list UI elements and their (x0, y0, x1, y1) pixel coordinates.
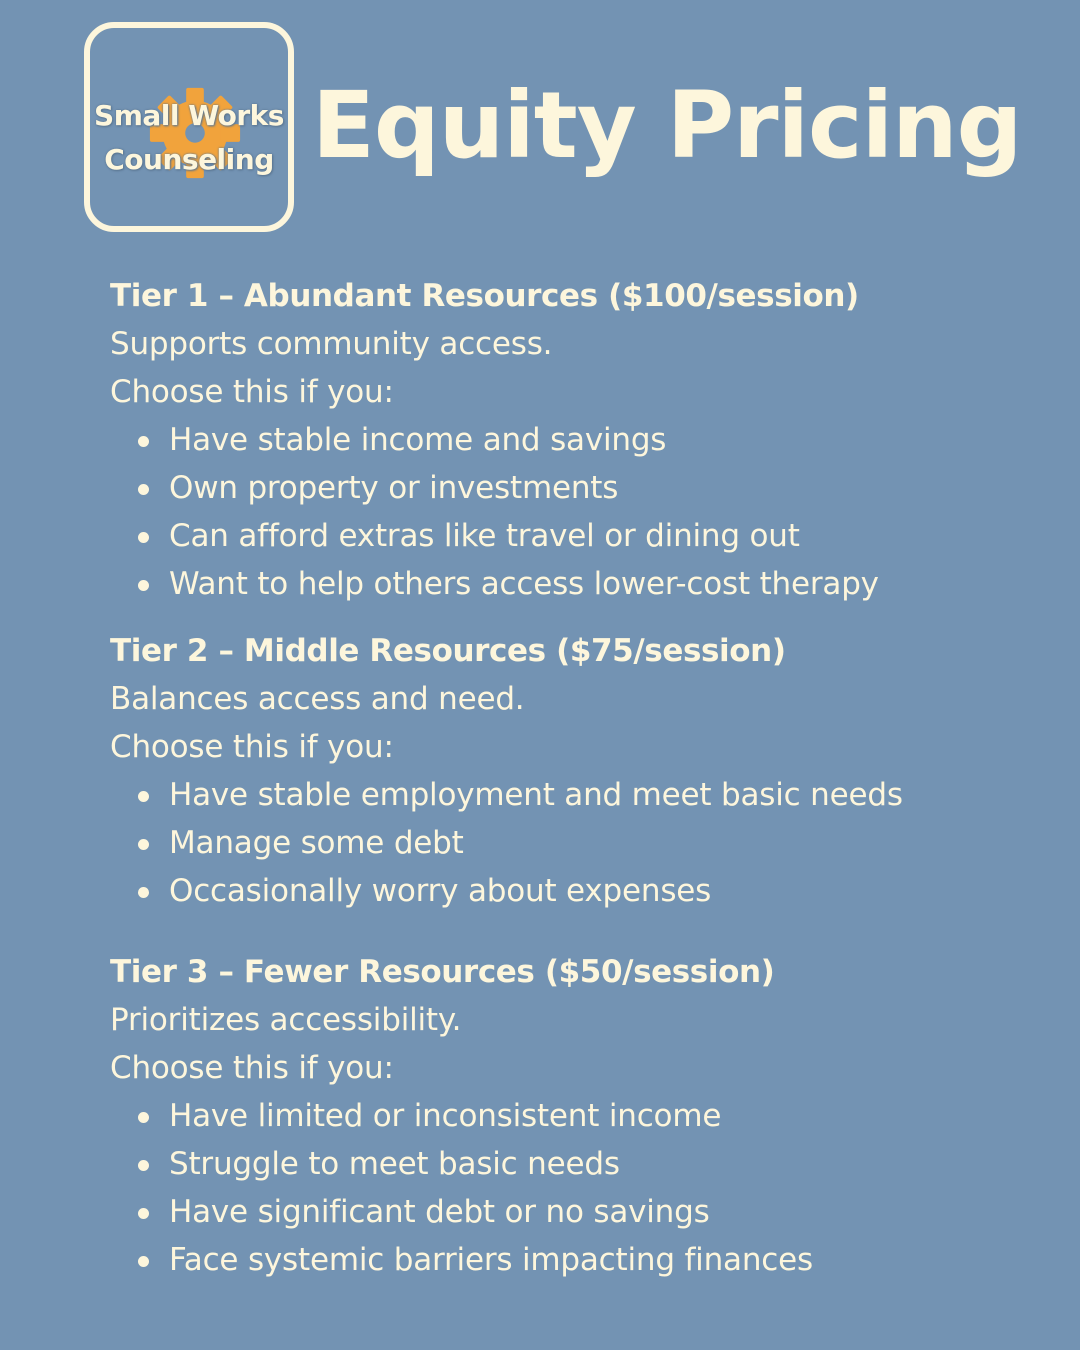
list-item-text: Have significant debt or no savings (169, 1194, 710, 1230)
bullet-icon (138, 532, 149, 543)
tier-2-summary: Balances access and need. (110, 681, 525, 717)
list-item-text: Want to help others access lower-cost therapy (169, 566, 879, 602)
list-item (110, 1188, 1050, 1236)
tier-1-summary: Supports community access. (110, 326, 553, 362)
list-item-text: Manage some debt (169, 825, 464, 861)
bullet-icon (138, 1160, 149, 1171)
list-item (110, 1140, 1050, 1188)
logo (84, 22, 294, 232)
tier-3-criteria (110, 1092, 1050, 1284)
list-item-text: Face systemic barriers impacting finances (169, 1242, 813, 1278)
tier-2 (110, 627, 1050, 915)
bullet-icon (138, 580, 149, 591)
list-item (110, 464, 1050, 512)
list-item-text: Can afford extras like travel or dining out (169, 518, 800, 554)
bullet-icon (138, 791, 149, 802)
list-item (110, 416, 1050, 464)
list-item-text: Struggle to meet basic needs (169, 1146, 620, 1182)
tier-1-criteria (110, 416, 1050, 608)
list-item (110, 771, 1050, 819)
page-title: Equity Pricing (312, 72, 1022, 179)
bullet-icon (138, 1256, 149, 1267)
list-item (110, 1092, 1050, 1140)
list-item-text: Have stable income and savings (169, 422, 667, 458)
list-item (110, 1236, 1050, 1284)
bullet-icon (138, 887, 149, 898)
list-item (110, 819, 1050, 867)
bullet-icon (138, 1208, 149, 1219)
tier-list (110, 272, 1050, 1284)
logo-line-2: Counseling (104, 143, 274, 176)
list-item-text: Have limited or inconsistent income (169, 1098, 722, 1134)
list-item (110, 512, 1050, 560)
logo-wordmark (90, 94, 288, 182)
list-item-text: Occasionally worry about expenses (169, 873, 712, 909)
list-item-text: Own property or investments (169, 470, 619, 506)
bullet-icon (138, 436, 149, 447)
tier-2-heading: Tier 2 – Middle Resources ($75/session) (110, 633, 786, 669)
tier-1-prompt: Choose this if you: (110, 374, 394, 410)
bullet-icon (138, 484, 149, 495)
list-item (110, 560, 1050, 608)
tier-3-heading: Tier 3 – Fewer Resources ($50/session) (110, 954, 775, 990)
logo-line-1: Small Works (94, 99, 284, 132)
tier-3 (110, 948, 1050, 1284)
tier-1-heading: Tier 1 – Abundant Resources ($100/session) (110, 278, 859, 314)
bullet-icon (138, 839, 149, 850)
tier-2-criteria (110, 771, 1050, 915)
tier-3-prompt: Choose this if you: (110, 1050, 394, 1086)
bullet-icon (138, 1112, 149, 1123)
tier-3-summary: Prioritizes accessibility. (110, 1002, 462, 1038)
list-item-text: Have stable employment and meet basic needs (169, 777, 903, 813)
tier-1 (110, 272, 1050, 608)
list-item (110, 867, 1050, 915)
tier-2-prompt: Choose this if you: (110, 729, 394, 765)
